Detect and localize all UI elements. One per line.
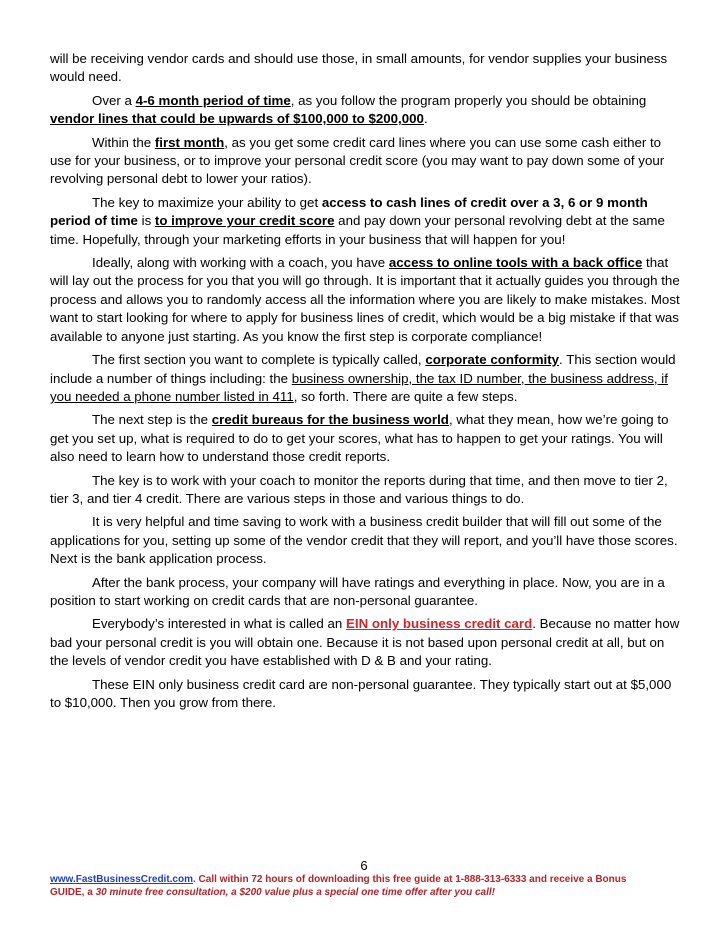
paragraph-text: Within the xyxy=(92,134,155,150)
paragraph xyxy=(50,50,686,87)
paragraph xyxy=(50,676,686,713)
paragraph-text: It is very helpful and time saving to work with a business credit builder that will fill out some of the applications for you, setting up some of the vendor credit that they will report, and you’ll have those scores. Next is the bank application process. xyxy=(50,514,678,567)
footer-guide-text: GUIDE, a xyxy=(50,887,96,898)
paragraph xyxy=(50,574,686,611)
body-text xyxy=(50,50,686,717)
page-number: 6 xyxy=(360,858,368,873)
paragraph-text: These EIN only business credit card are non-personal guarantee. They typically start out at $5,000 to $10,000. Then you grow from there. xyxy=(50,676,672,710)
paragraph-text: is xyxy=(137,213,155,229)
paragraph xyxy=(50,615,686,670)
paragraph xyxy=(50,254,686,346)
paragraph-text: . xyxy=(423,111,428,127)
emphasized-text: business ownership, the tax ID number, the business address, if you needed a phone number listed in 411 xyxy=(50,370,668,404)
paragraph-text: After the bank process, your company will have ratings and everything in place. Now, you are in a position to start working on credit cards that are non-personal guarantee. xyxy=(50,574,665,608)
footer-line-2 xyxy=(50,886,690,899)
emphasized-text: access to online tools with a back office xyxy=(388,255,643,271)
paragraph-text: Over a xyxy=(92,92,136,108)
footer-website-link[interactable]: www.FastBusinessCredit.com xyxy=(50,874,193,885)
emphasized-text: credit bureaus for the business world xyxy=(211,412,449,428)
paragraph-text: , what they mean, how we’re going to get you set up, what is required to do to get your scores, what has to happen to get your ratings. You will also need to learn how to understand those credit reports. xyxy=(50,412,669,465)
emphasized-text: to improve your credit score xyxy=(154,213,335,229)
paragraph-text: , as you get some credit card lines where you can use some cash either to use for your business, or to improve your personal credit score (you may want to pay down some of your revolving personal debt to lower your ratios). xyxy=(50,134,665,187)
paragraph xyxy=(50,134,686,189)
footer-call-text: . Call within 72 hours of downloading this free guide at 1-888-313-6333 and receive a Bonus xyxy=(193,874,627,885)
paragraph xyxy=(50,351,686,406)
paragraph xyxy=(50,194,686,249)
emphasized-text: EIN only business credit card xyxy=(346,616,533,632)
paragraph-text: The key to maximize your ability to get xyxy=(92,194,322,210)
footer-line-1 xyxy=(50,873,690,886)
paragraph-text: Everybody’s interested in what is called an xyxy=(92,616,347,632)
paragraph-text: will be receiving vendor cards and should use those, in small amounts, for vendor supplies your business would need. xyxy=(50,51,668,85)
paragraph-text: and pay down your personal revolving debt at the same time. Hopefully, through your marketing efforts in your business that will happen for you! xyxy=(50,213,665,247)
paragraph xyxy=(50,513,686,568)
emphasized-text: vendor lines that could be upwards of $100,000 to $200,000 xyxy=(50,111,424,127)
emphasized-text: 4-6 month period of time xyxy=(135,92,291,108)
emphasized-text: access to cash lines of credit over a 3, 6 or 9 month period of time xyxy=(50,194,648,229)
paragraph-text: The next step is the xyxy=(92,412,212,428)
paragraph xyxy=(50,411,686,466)
paragraph-text: . Because no matter how bad your personal credit is you will obtain one. Because it is not based upon personal credit at all, but on the levels of vendor credit you have established with D & B and your rating. xyxy=(50,616,680,669)
paragraph-text: . This section would include a number of things including: the xyxy=(50,352,676,386)
footer-offer-text: 30 minute free consultation, a $200 value plus a special one time offer after you call! xyxy=(95,887,495,898)
emphasized-text: corporate conformity xyxy=(425,352,560,368)
paragraph-text: The first section you want to complete is typically called, xyxy=(92,352,426,368)
paragraph-text: Ideally, along with working with a coach, you have xyxy=(92,255,389,271)
paragraph xyxy=(50,92,686,129)
footer xyxy=(50,873,690,899)
paragraph-text: The key is to work with your coach to monitor the reports during that time, and then move to tier 2, tier 3, and tier 4 credit. There are various steps in those and various things to do. xyxy=(50,472,668,506)
paragraph-text: , so forth. There are quite a few steps. xyxy=(293,388,518,404)
paragraph xyxy=(50,472,686,509)
paragraph-text: that will lay out the process for you that you will go through. It is important that it actually guides you through the process and allows you to randomly access all the information where you are likely to make mistakes. Most want to start looking for where to apply for business lines of credit, which would be a big mistake if that was available to anyone just starting. As you know the first step is corporate compliance! xyxy=(50,255,680,344)
emphasized-text: first month xyxy=(154,134,225,150)
paragraph-text: , as you follow the program properly you should be obtaining xyxy=(290,92,647,108)
